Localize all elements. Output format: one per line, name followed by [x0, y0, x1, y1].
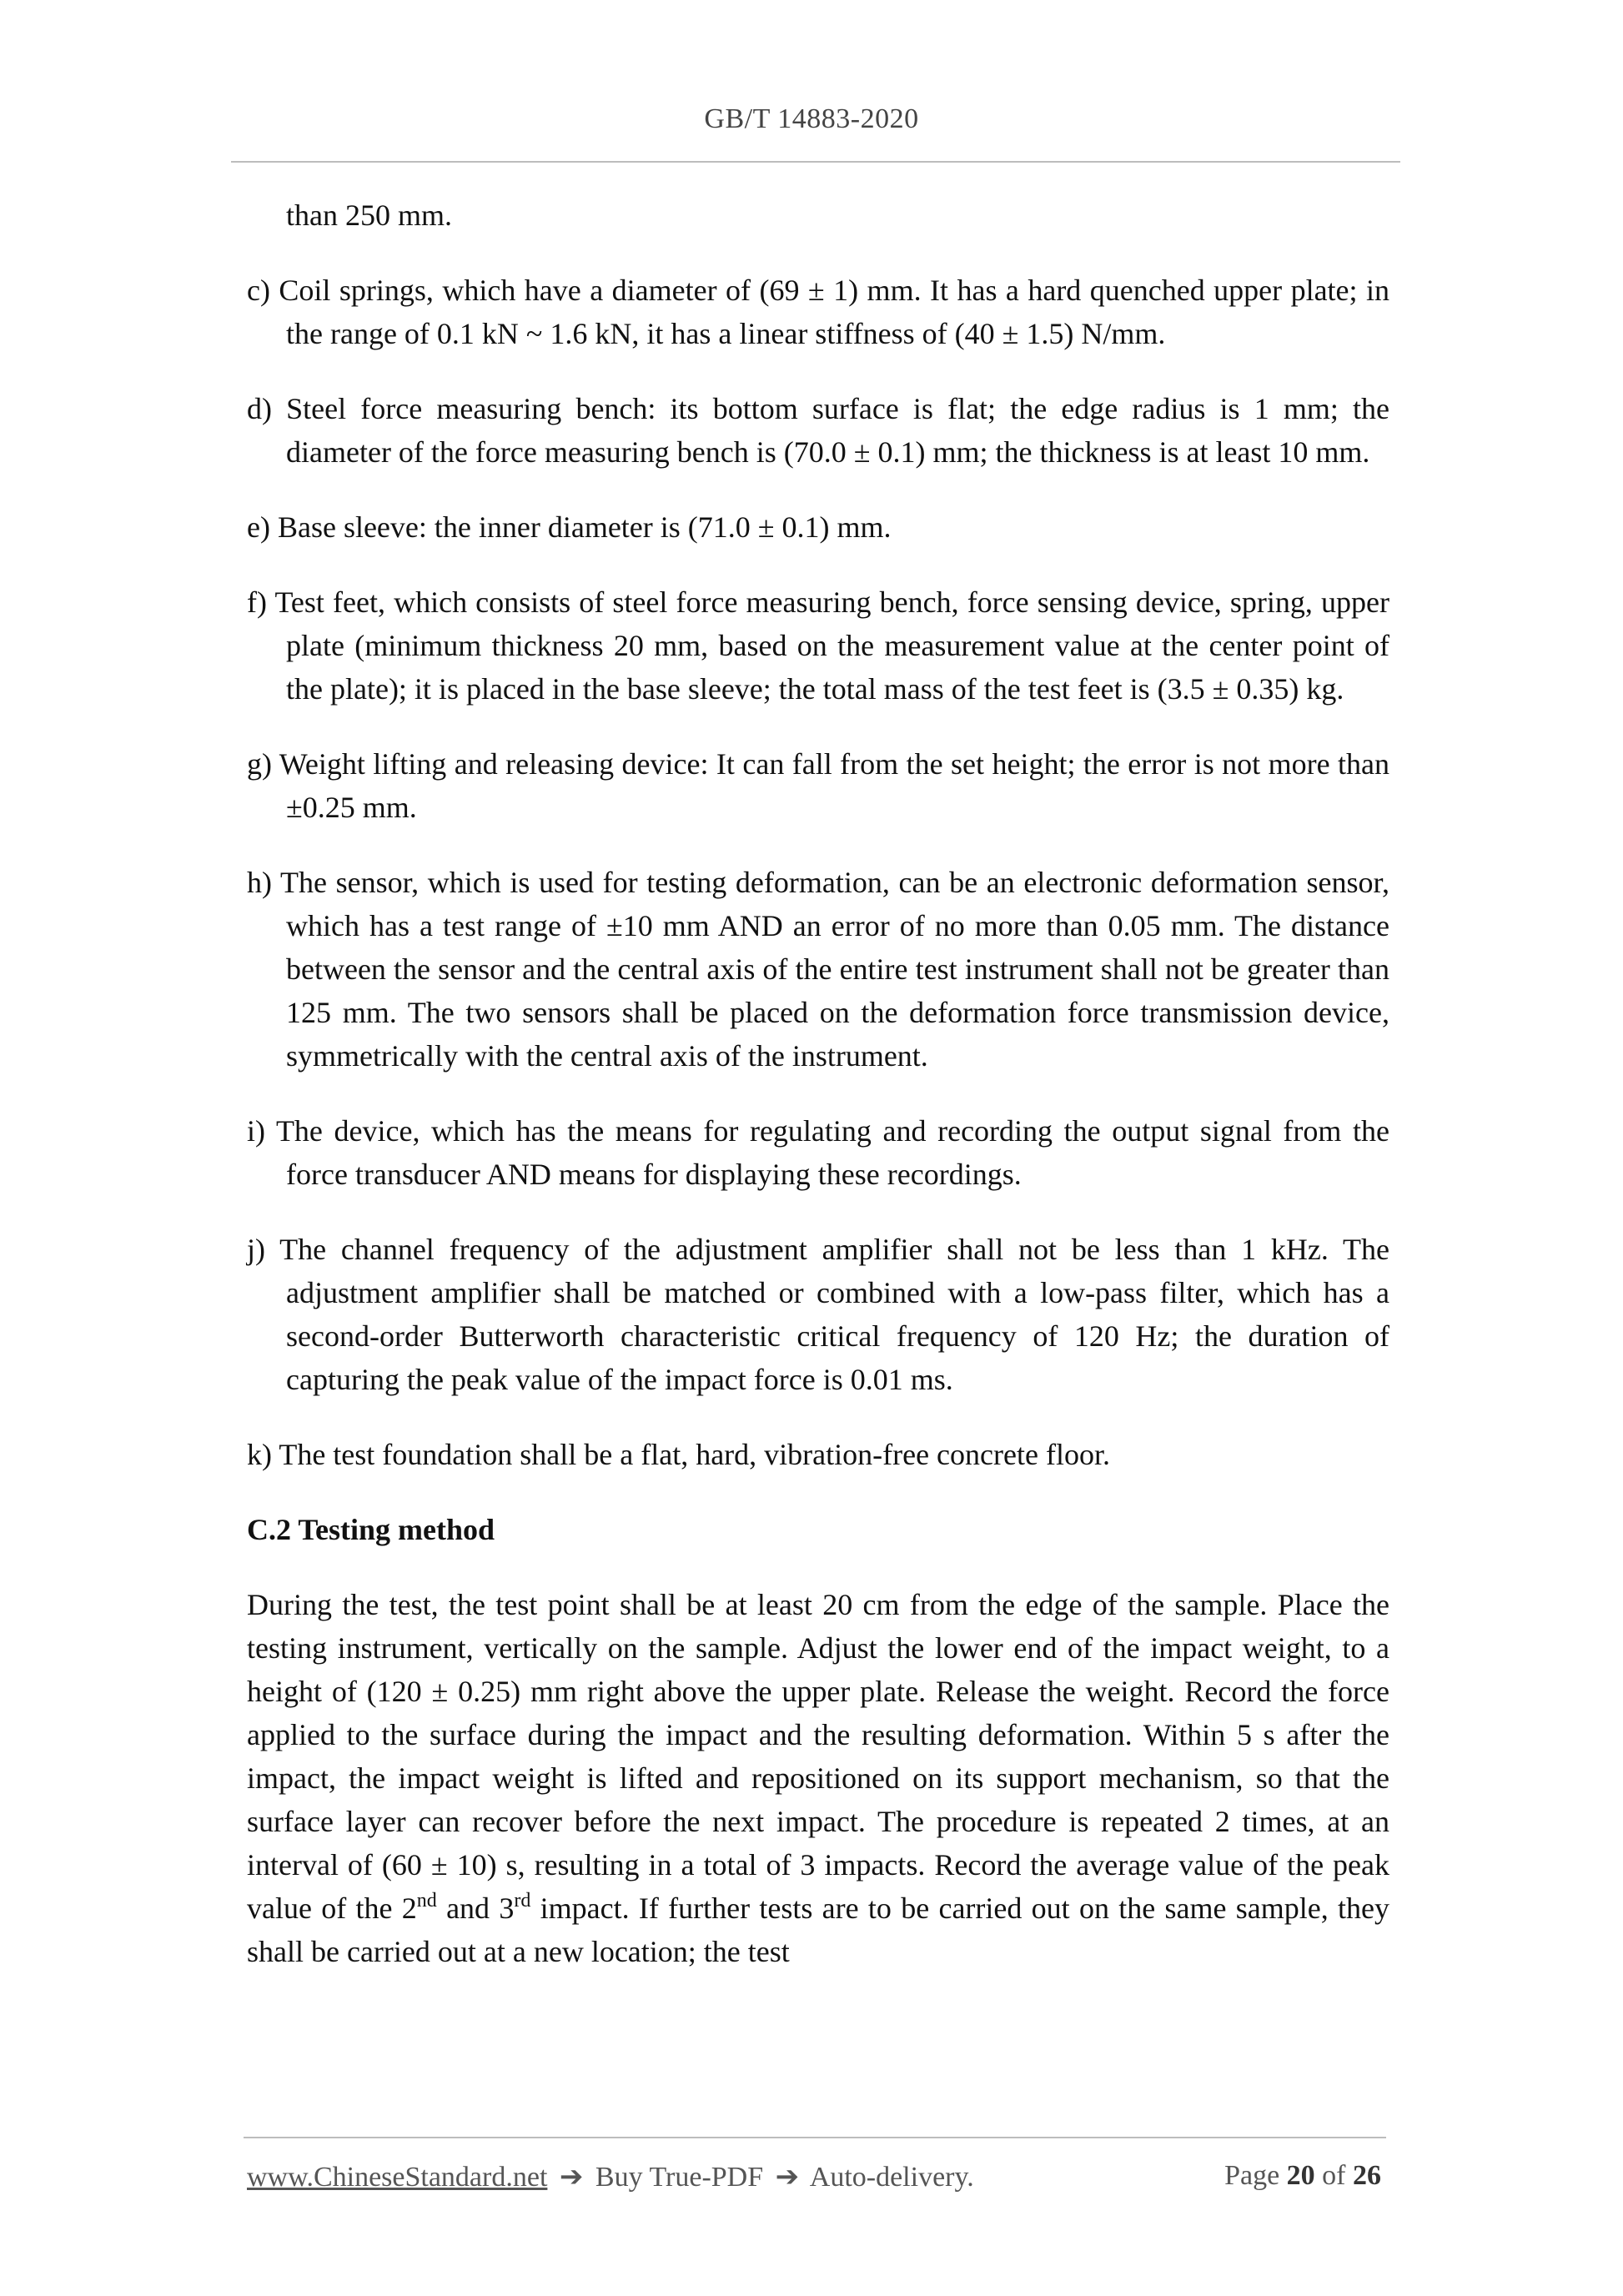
auto-delivery-text: Auto-delivery. [809, 2162, 974, 2193]
list-continuation: than 250 mm. [286, 198, 452, 232]
section-paragraph [247, 1583, 1389, 1973]
footer-links [247, 2160, 974, 2193]
arrow-right-icon: ➔ [559, 2162, 584, 2193]
list-item-c: c) Coil springs, which have a diameter of (69 ± 1) mm. It has a hard quenched upper plate; in the range of 0.1 kN ~ 1.6 kN, it has a linear stiffness of (40 ± 1.5) N/mm. [247, 274, 1389, 350]
site-link[interactable]: www.ChineseStandard.net [247, 2162, 548, 2193]
list-item-h: h) The sensor, which is used for testing deformation, can be an electronic deformation sensor, which has a test range of ±10 mm AND an error of no more than 0.05 mm. The distance between the sensor and the central axis of the entire test instrument shall not be greater than 125 mm. The two sensors shall be placed on the deformation force transmission device, symmetrically with the central axis of the instrument. [247, 866, 1389, 1073]
list-item-k: k) The test foundation shall be a flat, hard, vibration-free concrete floor. [247, 1438, 1110, 1471]
paragraph-text-part1: During the test, the test point shall be at least 20 cm from the edge of the sample. Place the testing instrument, vertically on the sample. Adjust the lower end of the impact weight, to a height of (120 ± 0.25) mm right above the upper plate. Release the weight. Record the force applied to the surface during the impact and the resulting deformation. Within 5 s after the impact, the impact weight is lifted and repositioned on its support mechanism, so that the surface layer can recover before the next impact. The procedure is repeated 2 times, at an interval of (60 ± 10) s, resulting in a total of 3 impacts. Record the average value of the peak value of the 2 [247, 1588, 1389, 1925]
list-item-j: j) The channel frequency of the adjustment amplifier shall not be less than 1 kHz. The adjustment amplifier shall be matched or combined with a low-pass filter, which has a second-order Butterworth characteristic critical frequency of 120 Hz; the duration of capturing the peak value of the impact force is 0.01 ms. [247, 1233, 1389, 1396]
paragraph-text-part3: impact. If further tests are to be carried out on the same sample, they shall be carried out at a new location; the test [247, 1892, 1389, 1968]
document-body [247, 193, 1389, 1973]
list-item-g: g) Weight lifting and releasing device: It can fall from the set height; the error is not more than ±0.25 mm. [247, 747, 1389, 824]
buy-pdf-text: Buy True-PDF [595, 2162, 764, 2193]
arrow-right-icon: ➔ [775, 2162, 800, 2193]
of-label: of [1322, 2160, 1346, 2191]
header-divider [231, 161, 1400, 163]
list-item-e: e) Base sleeve: the inner diameter is (71.0 ± 0.1) mm. [247, 510, 892, 544]
page-label: Page [1224, 2160, 1280, 2191]
list-item-d: d) Steel force measuring bench: its bottom surface is flat; the edge radius is 1 mm; the diameter of the force measuring bench is (70.0 ± 0.1) mm; the thickness is at least 10 mm. [247, 392, 1389, 469]
total-pages: 26 [1353, 2160, 1381, 2191]
section-heading: C.2 Testing method [247, 1513, 495, 1546]
current-page: 20 [1286, 2160, 1315, 2191]
superscript-rd: rd [514, 1890, 531, 1912]
list-item-i: i) The device, which has the means for regulating and recording the output signal from the force transducer AND means for displaying these recordings. [247, 1114, 1389, 1191]
paragraph-text-part2: and 3 [436, 1892, 515, 1925]
superscript-nd: nd [416, 1890, 437, 1912]
footer-divider [244, 2137, 1386, 2138]
page-footer [247, 2160, 1381, 2198]
page-number [1224, 2160, 1381, 2192]
list-item-f: f) Test feet, which consists of steel force measuring bench, force sensing device, spring, upper plate (minimum thickness 20 mm, based on the measurement value at the center point of the plate); it is placed in the base sleeve; the total mass of the test feet is (3.5 ± 0.35) kg. [247, 585, 1389, 706]
page-header: GB/T 14883-2020 [704, 103, 919, 134]
